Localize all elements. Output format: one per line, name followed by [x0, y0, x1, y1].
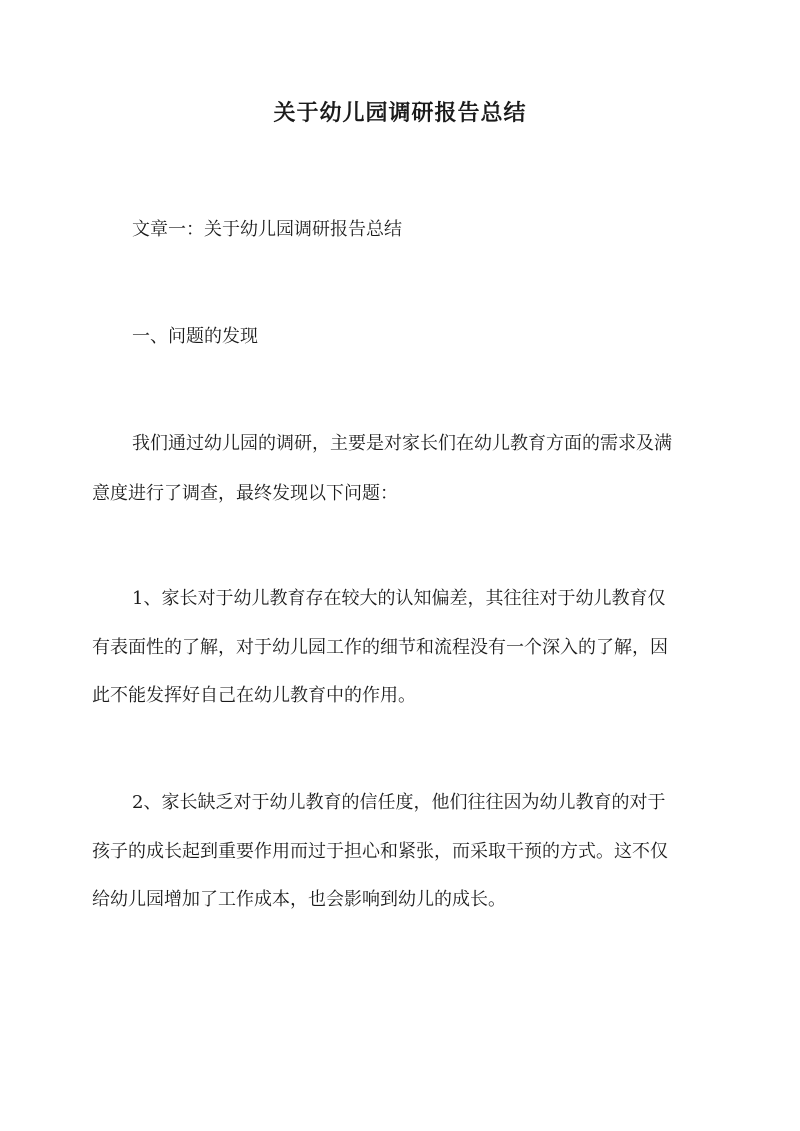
- paragraph-3-line-3: 给幼儿园增加了工作成本，也会影响到幼儿的成长。: [92, 889, 506, 910]
- article-heading: 文章一：关于幼儿园调研报告总结: [132, 219, 402, 240]
- paragraph-1-line-1: 我们通过幼儿园的调研，主要是对家长们在幼儿教育方面的需求及满: [132, 433, 672, 454]
- paragraph-2-line-1: 1、家长对于幼儿教育存在较大的认知偏差，其往往对于幼儿教育仅: [132, 588, 666, 609]
- paragraph-2-line-2: 有表面性的了解，对于幼儿园工作的细节和流程没有一个深入的了解，因: [92, 637, 668, 658]
- paragraph-2-line-3: 此不能发挥好自己在幼儿教育中的作用。: [92, 685, 416, 706]
- paragraph-3-line-1: 2、家长缺乏对于幼儿教育的信任度，他们往往因为幼儿教育的对于: [132, 792, 666, 813]
- document-title: 关于幼儿园调研报告总结: [273, 100, 527, 126]
- paragraph-1-line-2: 意度进行了调查，最终发现以下问题：: [92, 483, 398, 504]
- paragraph-3-line-2: 孩子的成长起到重要作用而过于担心和紧张，而采取干预的方式。这不仅: [92, 841, 668, 862]
- section-heading: 一、问题的发现: [132, 326, 258, 347]
